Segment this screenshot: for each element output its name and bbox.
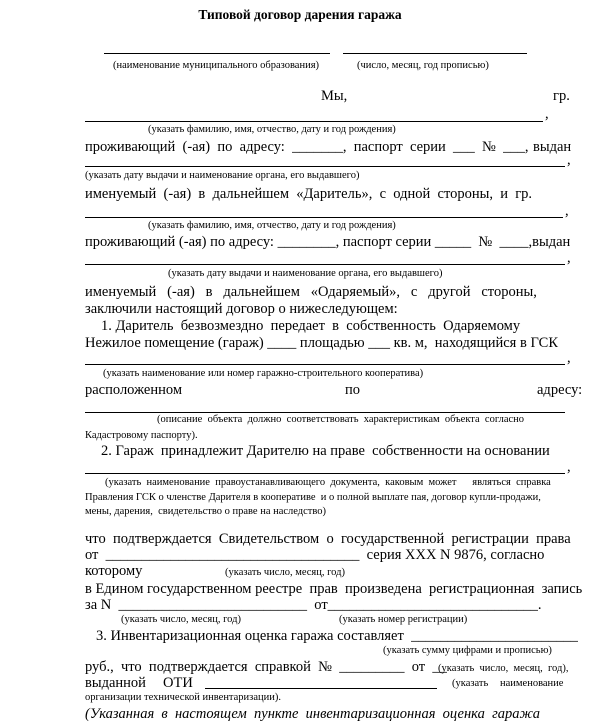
oti-word: ОТИ (163, 675, 193, 691)
caption-person-2: (указать фамилию, имя, отчество, дату и год рождения) (148, 220, 396, 231)
issued-word-1: выдан (533, 139, 572, 155)
person-2-line[interactable] (85, 217, 563, 218)
located-word: расположенном (85, 382, 182, 398)
description-caption-2: Кадастровому паспорту). (85, 430, 198, 441)
name-word: наименование (500, 678, 564, 689)
date-caption: (число, месяц, год прописью) (357, 60, 489, 71)
basis-comma: , (567, 459, 571, 475)
record-number-caption: (указать номер регистрации) (339, 614, 468, 625)
rub-line: руб., что подтверждается справкой № _________ от __ (85, 659, 447, 675)
according-word: которому (85, 563, 143, 579)
basis-caption-1: (указать наименование правоустанавливающего документа, каковым может являться справка (105, 477, 551, 488)
issued-1-line[interactable] (85, 166, 565, 167)
gsk-line[interactable] (85, 364, 565, 365)
issued-1-comma: , (567, 152, 571, 168)
from-line: от ___________________________________ серия XXX N 9876, согласно (85, 547, 545, 563)
caption-issued-2: (указать дату выдачи и наименование органа, его выдавшего) (168, 268, 443, 279)
address-word: адресу: (537, 382, 583, 398)
residence-1-line: проживающий (-ая) по адресу: _______, паспорт серии ___ № ___, (85, 139, 529, 155)
gsk-comma: , (567, 350, 571, 366)
certificate-line: что подтверждается Свидетельством о государственной регистрации права (85, 531, 571, 547)
basis-caption-2: Правления ГСК о членстве Дарителя в кооперативе и о полной выплате пая, договор купли-продажи, (85, 492, 541, 503)
description-caption-1: (описание объекта должно соответствовать характеристикам объекта согласно (157, 414, 525, 425)
concluded-line: заключили настоящий договор о нижеследующем: (85, 301, 398, 317)
clause-1-line-1: 1. Даритель безвозмездно передает в собственность Одаряемому (101, 318, 521, 334)
clause-1-line-2: Нежилое помещение (гараж) ____ площадью ___ кв. м, находящийся в ГСК (85, 335, 558, 351)
person-1-line[interactable] (85, 121, 543, 122)
donor-line: именуемый (-ая) в дальнейшем «Даритель», с одной стороны, и гр. (85, 186, 533, 202)
by-word: по (345, 382, 361, 398)
record-line: за N __________________________ от_____________________________. (85, 597, 542, 613)
issued-2-line[interactable] (85, 264, 565, 265)
donee-line: именуемый (-ая) в дальнейшем «Одаряемый», с другой стороны, (85, 284, 537, 300)
clause-3-note: (Указанная в настоящем пункте инвентаризационная оценка гаража (85, 706, 541, 722)
registry-line: в Едином государственном реестре прав произведена регистрационная запись (85, 581, 583, 597)
municipality-caption: (наименование муниципального образования) (113, 60, 320, 71)
issued-2-comma: , (567, 250, 571, 266)
document-title: Типовой договор дарения гаража (198, 7, 402, 22)
we-word: Мы, (321, 88, 348, 104)
record-date-caption: (указать число, месяц, год) (121, 614, 241, 625)
caption-gsk: (указать наименование или номер гаражно-строительного кооператива) (103, 368, 424, 379)
clause-2-line-1: 2. Гараж принадлежит Дарителю на праве собственности на основании (101, 443, 550, 459)
person-1-comma: , (545, 106, 549, 122)
address-line[interactable] (85, 412, 565, 413)
rub-caption: (указать число, месяц, год), (438, 663, 569, 674)
citizen-abbr: гр. (553, 88, 570, 104)
person-2-comma: , (565, 203, 569, 219)
amount-caption: (указать сумму цифрами и прописью) (383, 645, 552, 656)
issued-word: выданной (85, 675, 146, 691)
caption-person-1: (указать фамилию, имя, отчество, дату и год рождения) (148, 124, 396, 135)
basis-caption-3: мены, дарения, свидетельство о праве на наследство) (85, 506, 327, 517)
org-caption: организации технической инвентаризации). (85, 692, 281, 703)
clause-3-line-1: 3. Инвентаризационная оценка гаража составляет _______________________ (96, 628, 578, 644)
basis-line[interactable] (85, 473, 565, 474)
residence-2-line: проживающий (-ая) по адресу: ________, паспорт серии _____ № ____,выдан (85, 234, 571, 250)
municipality-line[interactable] (104, 53, 330, 54)
caption-issued-1: (указать дату выдачи и наименование органа, его выдавшего) (85, 170, 360, 181)
indicate-word: (указать (452, 678, 489, 689)
oti-line[interactable] (205, 688, 437, 689)
certificate-date-caption: (указать число, месяц, год) (225, 567, 345, 578)
date-line[interactable] (343, 53, 527, 54)
